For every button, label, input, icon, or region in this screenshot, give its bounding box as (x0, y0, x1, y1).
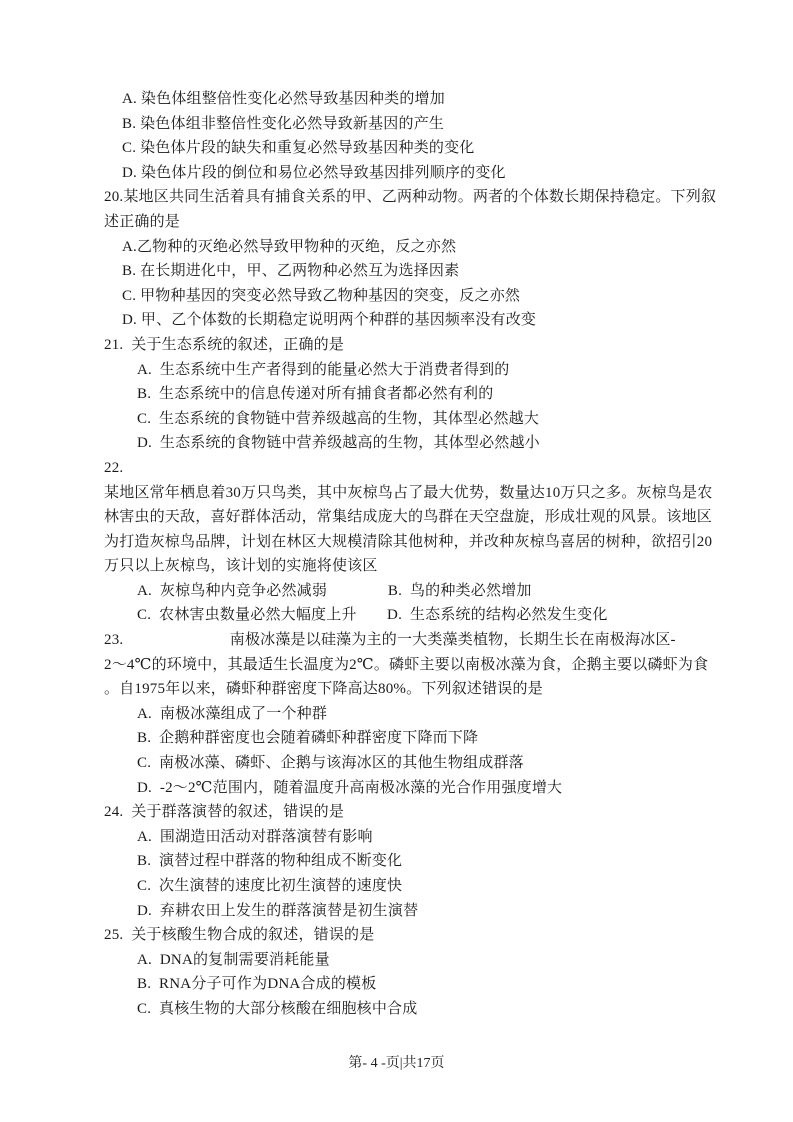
text-line: B. 染色体组非整倍性变化必然导致新基因的产生 (122, 115, 445, 132)
text-line: A. 南极冰藻组成了一个种群 (137, 705, 328, 722)
text-line: 21. 关于生态系统的叙述，正确的是 (104, 336, 345, 353)
text-line: 2～4℃的环境中，其最适生长温度为2℃。磷虾主要以南极冰藻为食，企鹅主要以磷虾为食 (104, 656, 709, 673)
text-line: D. 生态系统的食物链中营养级越高的生物，其体型必然越小 (137, 435, 540, 452)
text-line: C. 次生演替的速度比初生演替的速度快 (137, 878, 403, 894)
text-line: B. 演替过程中群落的物种组成不断变化 (137, 853, 403, 870)
text-line: D. -2～2℃范围内，随着温度升高南极冰藻的光合作用强度增大 (137, 779, 563, 796)
text-line: C. 染色体片段的缺失和重复必然导致基因种类的变化 (122, 140, 475, 157)
text-line: C. 甲物种基因的突变必然导致乙物种基因的突变，反之亦然 (122, 287, 521, 304)
text-line: 22. (104, 459, 124, 476)
text-line: 20.某地区共同生活着具有捕食关系的甲、乙两种动物。两者的个体数长期保持稳定。下列叙 (104, 189, 717, 206)
text-line: B. 生态系统中的信息传递对所有捕食者都必然有利的 (137, 386, 494, 403)
text-line: B. 企鹅种群密度也会随着磷虾种群密度下降而下降 (137, 730, 479, 747)
text-line: C. 农林害虫数量必然大幅度上升 D. 生态系统的结构必然发生变化 (137, 607, 608, 624)
page-footer: 第- 4 -页|共17页 (348, 1056, 445, 1071)
text-line: 某地区常年栖息着30万只鸟类，其中灰椋鸟占了最大优势，数量达10万只之多。灰椋鸟是农 (104, 484, 713, 501)
text-line: 23. 南极冰藻是以硅藻为主的一大类藻类植物，长期生长在南极海冰区- (104, 632, 676, 649)
text-line: B. RNA分子可作为DNA合成的模板 (137, 976, 377, 993)
text-line: 。自1975年以来，磷虾种群密度下降高达80%。下列叙述错误的是 (104, 681, 543, 698)
text-line: D. 弃耕农田上发生的群落演替是初生演替 (137, 902, 419, 919)
text-line: D. 染色体片段的倒位和易位必然导致基因排列顺序的变化 (122, 164, 506, 181)
document-lines (104, 87, 724, 1022)
text-line: 为打造灰椋鸟品牌，计划在林区大规模清除其他树种，并改种灰椋鸟喜居的树种，欲招引20 (104, 533, 713, 550)
text-line: C. 南极冰藻、磷虾、企鹅与该海冰区的其他生物组成群落 (137, 755, 524, 772)
text-line: A.乙物种的灭绝必然导致甲物种的灭绝，反之亦然 (122, 238, 457, 255)
text-line: D. 甲、乙个体数的长期稳定说明两个种群的基因频率没有改变 (122, 312, 537, 329)
text-line: A. 生态系统中生产者得到的能量必然大于消费者得到的 (137, 361, 510, 378)
text-line: 林害虫的天敌，喜好群体活动，常集结成庞大的鸟群在天空盘旋，形成壮观的风景。该地区 (104, 509, 713, 526)
text-line: 25. 关于核酸生物合成的叙述，错误的是 (104, 927, 375, 944)
text-line: A. 染色体组整倍性变化必然导致基因种类的增加 (122, 91, 445, 107)
text-line: A. 围湖造田活动对群落演替有影响 (137, 828, 373, 845)
text-line: B. 在长期进化中，甲、乙两物种必然互为选择因素 (122, 263, 460, 280)
text-line: A. 灰椋鸟种内竞争必然减弱 B. 鸟的种类必然增加 (137, 582, 532, 599)
text-line: C. 真核生物的大部分核酸在细胞核中合成 (137, 1000, 418, 1017)
text-line: 24. 关于群落演替的叙述，错误的是 (104, 804, 345, 821)
text-line: A. DNA的复制需要消耗能量 (137, 951, 330, 968)
text-line: 万只以上灰椋鸟，该计划的实施将使该区 (104, 558, 378, 575)
text-line: C. 生态系统的食物链中营养级越高的生物，其体型必然越大 (137, 410, 540, 427)
text-line: 述正确的是 (104, 213, 181, 230)
